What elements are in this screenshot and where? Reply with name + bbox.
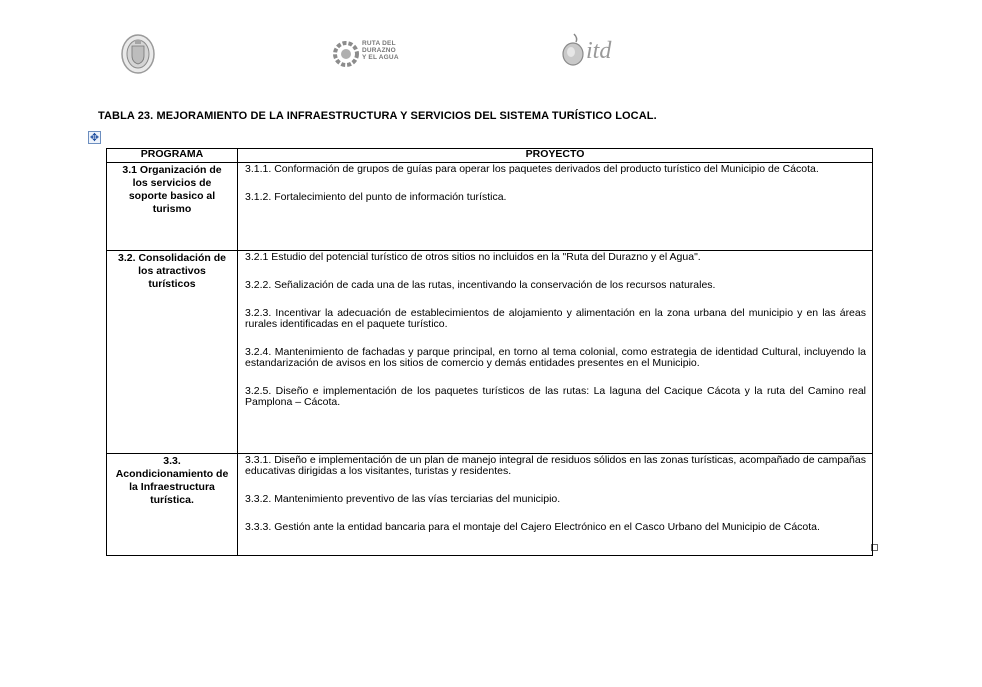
- project-item: 3.3.3. Gestión ante la entidad bancaria para el montaje del Cajero Electrónico en el Casco Urbano del Municipio de Cácota.: [245, 521, 820, 533]
- header-programa: PROGRAMA: [107, 149, 238, 163]
- proyecto-cell: [238, 251, 873, 454]
- project-item: 3.2.3. Incentivar la adecuación de establecimientos de alojamiento y alimentación en la zona urbana del municipio y en las áreas rurales identificadas en el paquete turístico.: [245, 307, 866, 330]
- table-row: [107, 454, 873, 556]
- project-item: 3.1.1. Conformación de grupos de guías para operar los paquetes derivados del producto turístico del Municipio de Cácota.: [245, 163, 819, 175]
- municipal-seal-logo: [118, 32, 158, 76]
- infrastructure-table: [106, 148, 873, 556]
- project-item: 3.1.2. Fortalecimiento del punto de información turística.: [245, 191, 507, 203]
- proyecto-cell: [238, 163, 873, 251]
- table-title: TABLA 23. MEJORAMIENTO DE LA INFRAESTRUCTURA Y SERVICIOS DEL SISTEMA TURÍSTICO LOCAL.: [98, 110, 657, 122]
- project-item: 3.3.2. Mantenimiento preventivo de las vías terciarias del municipio.: [245, 493, 561, 505]
- table-row: [107, 163, 873, 251]
- programa-cell: 3.3. Acondicionamiento de la Infraestructura turística.: [107, 454, 238, 556]
- project-item: 3.2.1 Estudio del potencial turístico de otros sitios no incluidos en la "Ruta del Durazno y el Agua".: [245, 251, 701, 263]
- project-item: 3.2.5. Diseño e implementación de los paquetes turísticos de las rutas: La laguna del Cacique Cácota y la ruta del Camino real Pamplona – Cácota.: [245, 385, 866, 408]
- itd-logo-text: itd: [586, 38, 612, 64]
- project-item: 3.2.4. Mantenimiento de fachadas y parque principal, en torno al tema colonial, como estrategia de identidad Cultural, incluyendo la estandarización de avisos en los sitios de comercio y demás entidades presentes en el Municipio.: [245, 346, 866, 369]
- table-move-handle-icon[interactable]: ✥: [89, 132, 100, 144]
- table-header-row: [107, 149, 873, 163]
- programa-cell: 3.1 Organización de los servicios de soporte basico al turismo: [107, 163, 238, 251]
- programa-cell: 3.2. Consolidación de los atractivos turísticos: [107, 251, 238, 454]
- project-item: 3.3.1. Diseño e implementación de un plan de manejo integral de residuos sólidos en las zonas turísticas, acompañado de campañas educativas dirigidas a los visitantes, turistas y residentes.: [245, 454, 866, 477]
- ruta-logo-text: RUTA DEL DURAZNO Y EL AGUA: [362, 40, 399, 61]
- proyecto-cell: [238, 454, 873, 556]
- header-proyecto: PROYECTO: [238, 149, 873, 163]
- project-item: 3.2.2. Señalización de cada una de las rutas, incentivando la conservación de los recursos naturales.: [245, 279, 716, 291]
- ruta-durazno-logo: [330, 37, 450, 71]
- itd-logo: [560, 30, 640, 70]
- table-row: [107, 251, 873, 454]
